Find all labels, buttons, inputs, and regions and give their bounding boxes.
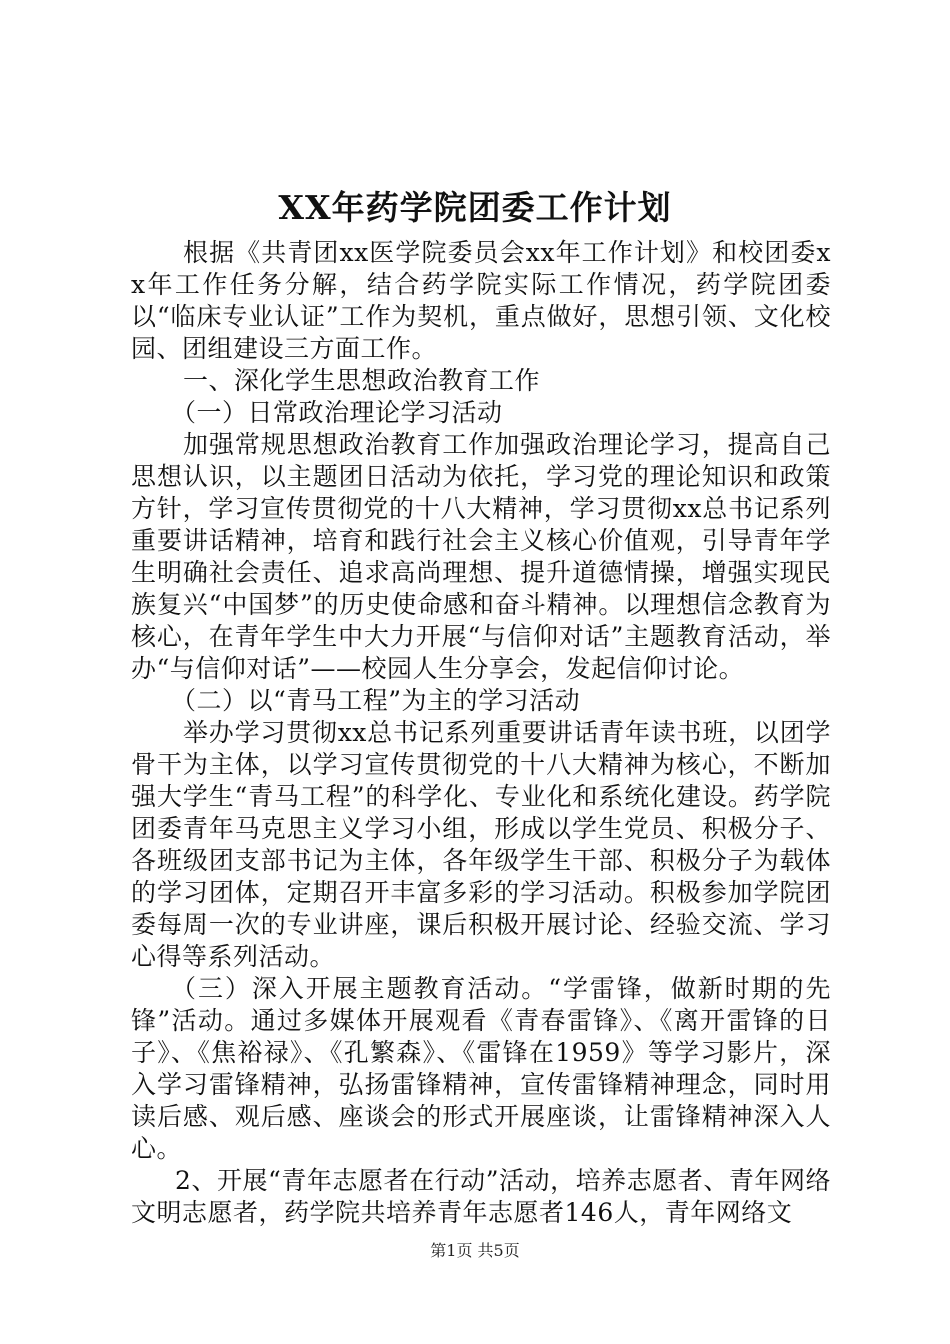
document-title: XX年药学院团委工作计划	[278, 188, 672, 227]
subsection-heading-2: （二）以“青马工程”为主的学习活动	[171, 686, 581, 715]
body-paragraph-3: （三）深入开展主题教育活动。“学雷锋，做新时期的先锋”活动。通过多媒体开展观看《青春雷锋》、《离开雷锋的日子》、《焦裕禄》、《孔繁森》、《雷锋在1959》等学习影片，深入学习雷锋精神，弘扬雷锋精神，宣传雷锋精神理念，同时用读后感、观后感、座谈会的形式开展座谈，让雷锋精神深入人心。	[131, 974, 831, 1163]
body-paragraph-1: 加强常规思想政治教育工作加强政治理论学习，提高自己思想认识，以主题团日活动为依托，学习党的理论知识和政策方针，学习宣传贯彻党的十八大精神，学习贯彻xx总书记系列重要讲话精神，培育和践行社会主义核心价值观，引导青年学生明确社会责任、追求高尚理想、提升道德情操，增强实现民族复兴“中国梦”的历史使命感和奋斗精神。以理想信念教育为核心，在青年学生中大力开展“与信仰对话”主题教育活动，举办“与信仰对话”——校园人生分享会，发起信仰讨论。	[131, 430, 831, 683]
body-paragraph-4: 2、开展“青年志愿者在行动”活动，培养志愿者、青年网络文明志愿者，药学院共培养青年志愿者146人，青年网络文	[131, 1166, 831, 1227]
subsection-heading-1: （一）日常政治理论学习活动	[171, 398, 503, 427]
intro-paragraph: 根据《共青团xx医学院委员会xx年工作计划》和校团委xx年工作任务分解，结合药学院实际工作情况，药学院团委以“临床专业认证”工作为契机，重点做好，思想引领、文化校园、团组建设三方面工作。	[131, 238, 831, 363]
section-heading-1: 一、深化学生思想政治教育工作	[183, 366, 541, 395]
body-paragraph-2: 举办学习贯彻xx总书记系列重要讲话青年读书班，以团学骨干为主体，以学习宣传贯彻党的十八大精神为核心，不断加强大学生“青马工程”的科学化、专业化和系统化建设。药学院团委青年马克思主义学习小组，形成以学生党员、积极分子、各班级团支部书记为主体，各年级学生干部、积极分子为载体的学习团体，定期召开丰富多彩的学习活动。积极参加学院团委每周一次的专业讲座，课后积极开展讨论、经验交流、学习心得等系列活动。	[131, 718, 831, 971]
document-body	[131, 237, 831, 1229]
page-number-footer: 第1页 共5页	[430, 1241, 520, 1260]
